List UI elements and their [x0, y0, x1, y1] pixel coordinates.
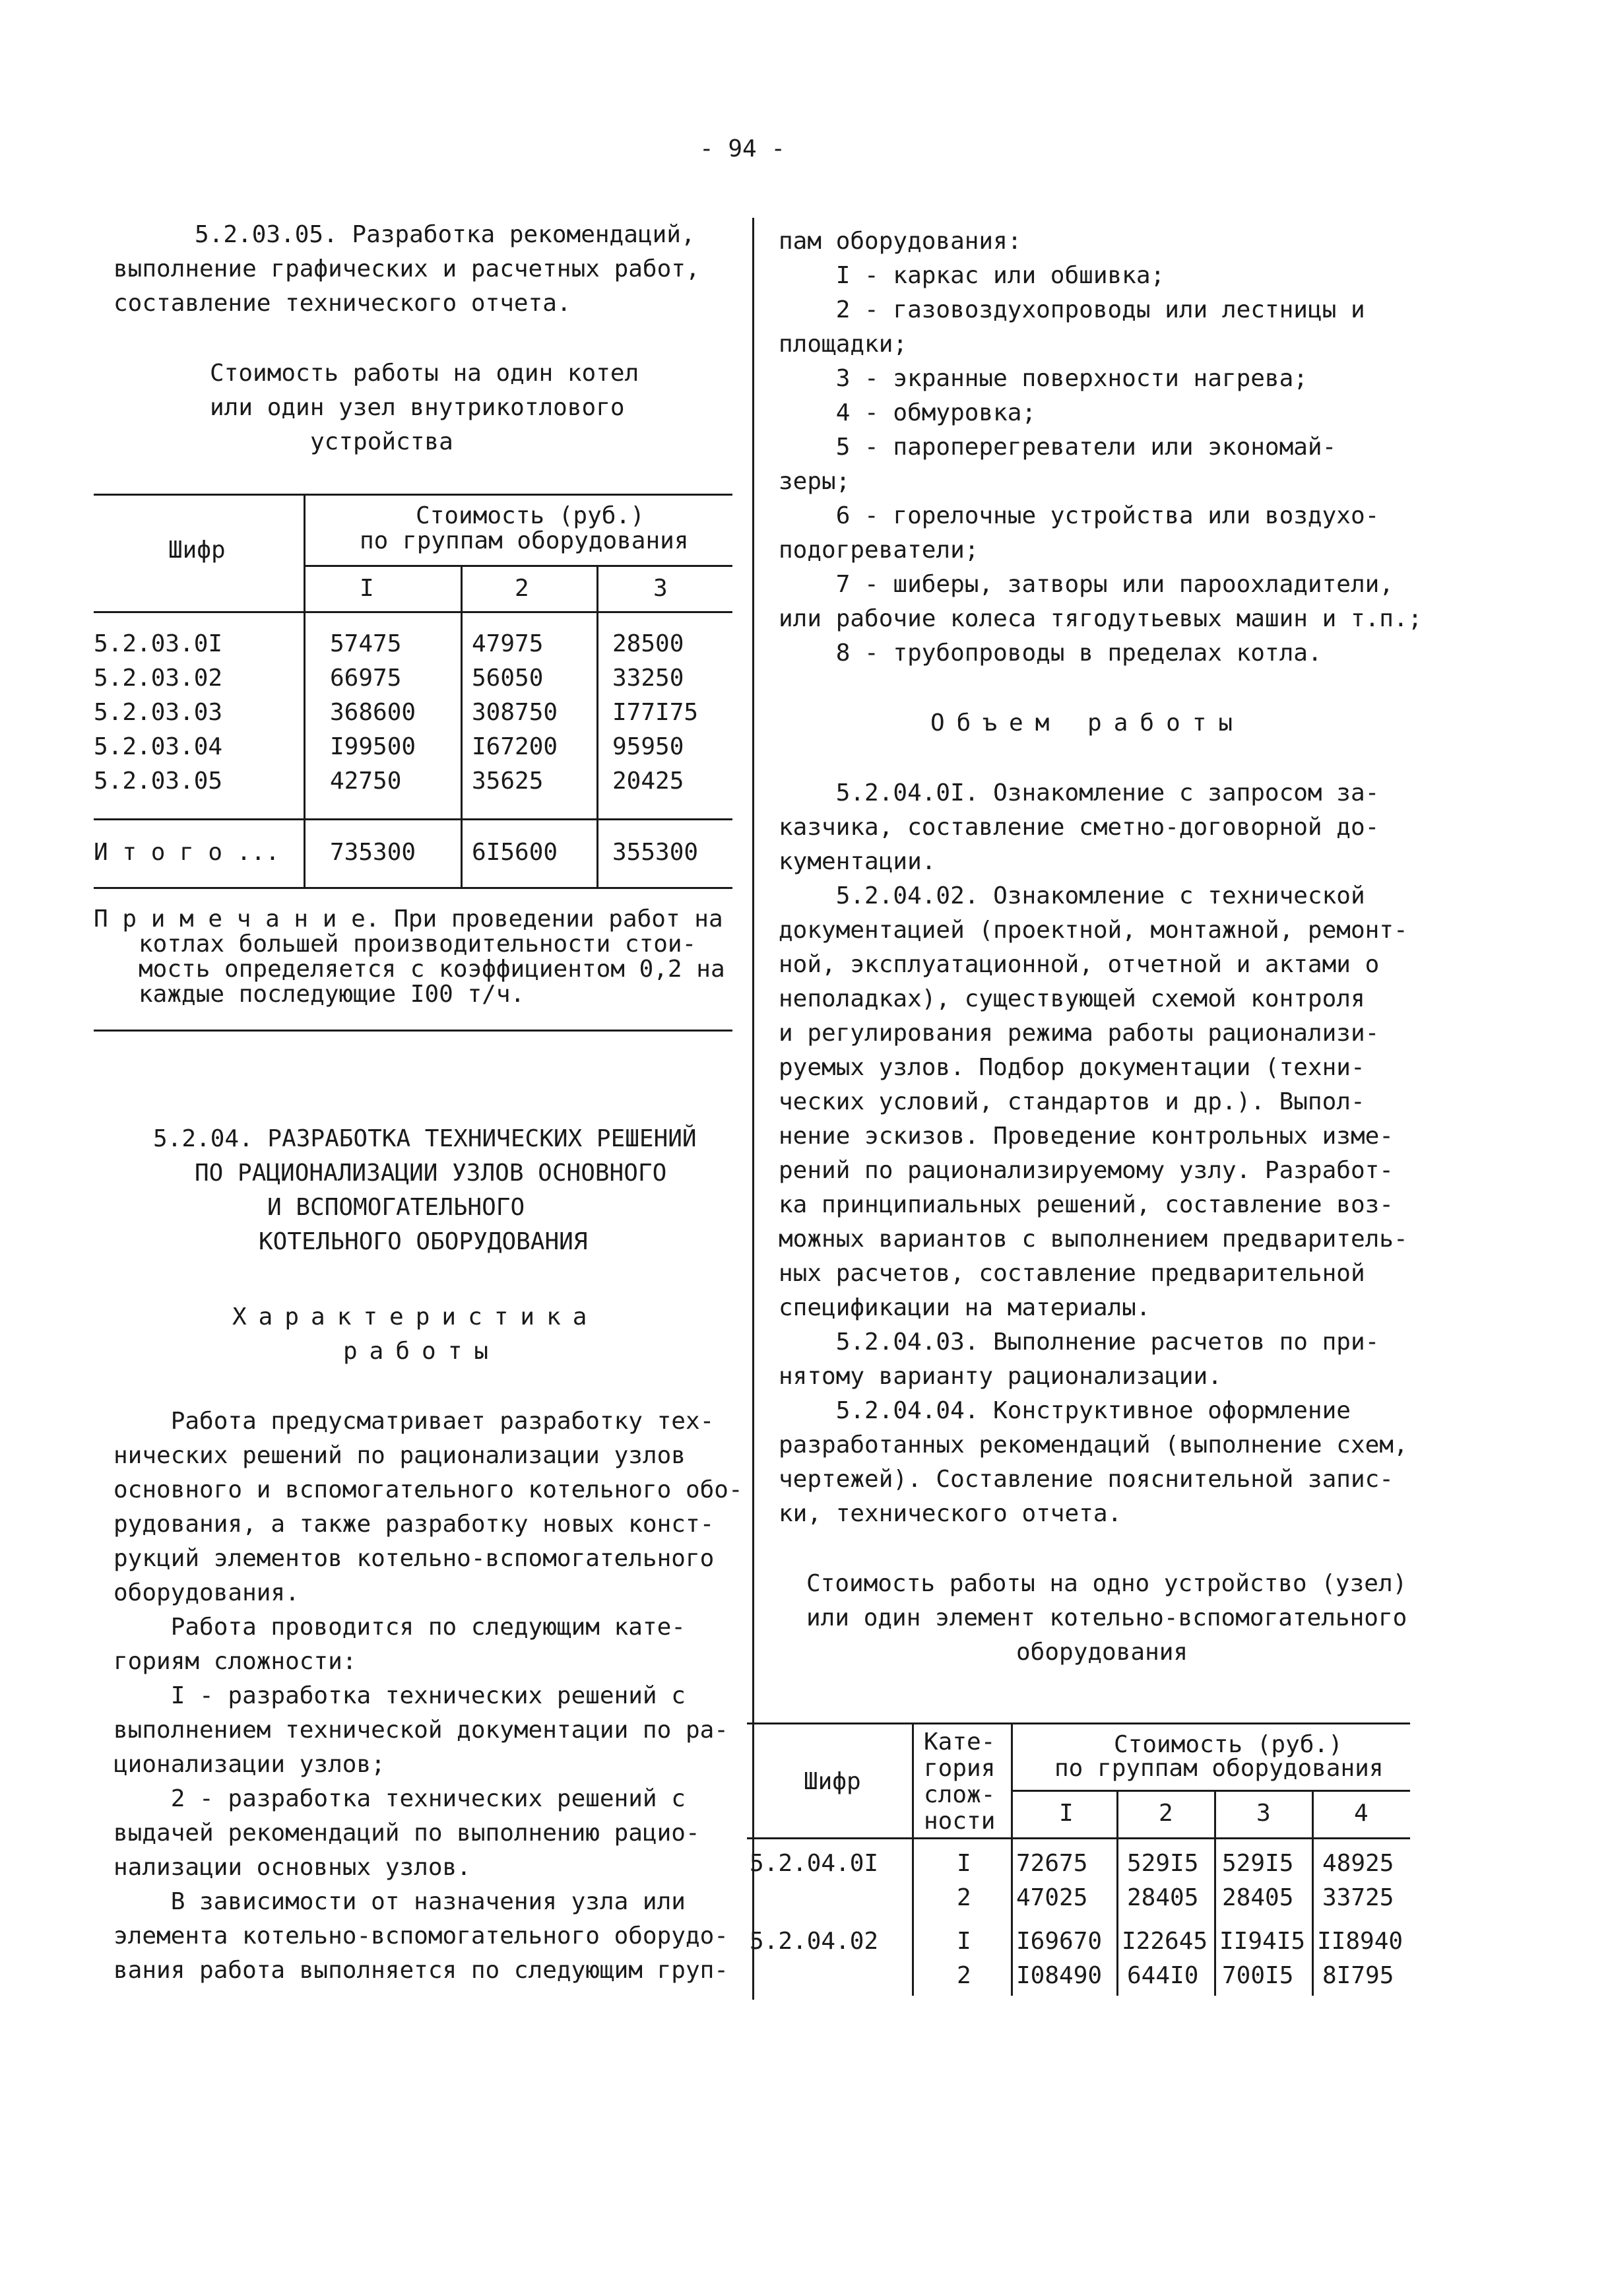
- work-line: 5.2.04.03. Выполнение расчетов по при-: [779, 1328, 1380, 1356]
- table1-cell: 28500: [612, 630, 684, 657]
- table2-row-code: 5.2.04.0I: [750, 1850, 879, 1877]
- table1-cell: 47975: [472, 630, 544, 657]
- body-line: I - разработка технических решений с: [113, 1682, 686, 1709]
- work-line: разработанных рекомендаций (выполнение схем,: [779, 1431, 1408, 1459]
- body-line: В зависимости от назначения узла или: [113, 1888, 686, 1915]
- table2-group-header: I: [1059, 1800, 1074, 1827]
- groups-line: 7 - шиберы, затворы или пароохладители,: [779, 571, 1394, 598]
- table1-row-code: 5.2.03.0I: [94, 630, 223, 657]
- work-line: рений по рационализируемому узлу. Разработ-: [779, 1157, 1394, 1184]
- table1-header-cost: по группам оборудования: [360, 527, 689, 554]
- table1-cell: 20425: [612, 768, 684, 795]
- table1-cell: 308750: [472, 699, 558, 726]
- section-04-title: КОТЕЛЬНОГО ОБОРУДОВАНИЯ: [259, 1228, 588, 1255]
- characteristic-heading: работы: [343, 1338, 501, 1365]
- table1-row-code: 5.2.03.02: [94, 665, 223, 692]
- groups-line: I - каркас или обшивка;: [779, 262, 1165, 289]
- body-line: нализации основных узлов.: [113, 1854, 471, 1881]
- table1-note: каждые последующие I00 т/ч.: [139, 981, 525, 1008]
- table2-cell: I08490: [1016, 1962, 1103, 1989]
- table2-row-category: I: [957, 1928, 971, 1955]
- table1-row-code: 5.2.03.03: [94, 699, 223, 726]
- groups-line: площадки;: [779, 331, 908, 358]
- page-number: - 94 -: [699, 135, 786, 162]
- work-line: и регулирования режима работы рационализи-: [779, 1020, 1380, 1047]
- table2-cell: 28405: [1127, 1884, 1199, 1911]
- work-line: спецификации на материалы.: [779, 1294, 1151, 1321]
- section-04-title: 5.2.04. РАЗРАБОТКА ТЕХНИЧЕСКИХ РЕШЕНИЙ: [153, 1125, 697, 1152]
- table1-caption: Стоимость работы на один котел: [210, 360, 639, 387]
- column-divider: [752, 218, 754, 2000]
- table1-cell: I99500: [330, 733, 416, 760]
- body-line: выдачей рекомендаций по выполнению рацио-: [113, 1820, 700, 1847]
- table2-row-category: 2: [957, 1962, 971, 1989]
- table1-total-cell: 355300: [612, 839, 699, 866]
- work-line: ной, эксплуатационной, отчетной и актами о: [779, 951, 1380, 978]
- table1-cell: 368600: [330, 699, 416, 726]
- table1-cell: I77I75: [612, 699, 699, 726]
- body-line: нических решений по рационализации узлов: [113, 1442, 686, 1469]
- groups-line: 6 - горелочные устройства или воздухо-: [779, 502, 1380, 529]
- body-line: рукций элементов котельно-вспомогательного: [113, 1545, 715, 1572]
- work-line: ка принципиальных решений, составление воз-: [779, 1191, 1394, 1218]
- note-rule: [94, 1030, 732, 1032]
- table1-note: мость определяется с коэффициентом 0,2 на: [139, 956, 725, 983]
- work-line: 5.2.04.0I. Ознакомление с запросом за-: [779, 779, 1380, 806]
- table2-group-header: 2: [1159, 1800, 1173, 1827]
- body-line: основного и вспомогательного котельного обо-: [113, 1476, 743, 1503]
- work-line: нение эскизов. Проведение контрольных изме-: [779, 1123, 1394, 1150]
- table2-cell: 33725: [1322, 1884, 1394, 1911]
- body-line: гориям сложности:: [113, 1648, 357, 1675]
- table1-header-code: Шифр: [168, 537, 226, 564]
- body-line: 2 - разработка технических решений с: [113, 1785, 686, 1812]
- characteristic-heading: Характеристика: [232, 1303, 599, 1330]
- groups-line: зеры;: [779, 468, 851, 495]
- body-line: вания работа выполняется по следующим груп-: [113, 1957, 728, 1984]
- table1-total-cell: 6I5600: [472, 839, 558, 866]
- table2-cell: 28405: [1222, 1884, 1294, 1911]
- section-04-title: И ВСПОМОГАТЕЛЬНОГО: [267, 1194, 525, 1221]
- work-line: 5.2.04.04. Конструктивное оформление: [779, 1397, 1351, 1424]
- table2-caption: оборудования: [1016, 1639, 1188, 1666]
- work-line: нятому варианту рационализации.: [779, 1363, 1222, 1390]
- table1-group-header: I: [360, 575, 374, 602]
- section-05-line: выполнение графических и расчетных работ,: [113, 255, 700, 282]
- section-05-line: составление технического отчета.: [113, 290, 571, 317]
- table1-row-code: 5.2.03.05: [94, 768, 223, 795]
- table2-header-category: слож-: [924, 1781, 996, 1808]
- table2-group-header: 4: [1354, 1800, 1369, 1827]
- groups-line: подогреватели;: [779, 537, 979, 564]
- table1-group-header: 3: [653, 575, 668, 602]
- table1-cell: 42750: [330, 768, 402, 795]
- table1-cell: I67200: [472, 733, 558, 760]
- table2-header-cost: Стоимость (руб.): [1114, 1731, 1343, 1758]
- groups-line: 3 - экранные поверхности нагрева;: [779, 365, 1308, 392]
- volume-heading: Объем работы: [930, 709, 1245, 737]
- body-line: оборудования.: [113, 1579, 300, 1606]
- work-line: неполадках), существующей схемой контроля: [779, 985, 1365, 1012]
- work-line: можных вариантов с выполнением предваритель-: [779, 1226, 1408, 1253]
- work-line: казчика, составление сметно-договорной до-: [779, 814, 1380, 841]
- table2-header-cost: по группам оборудования: [1054, 1755, 1384, 1782]
- groups-line: 4 - обмуровка;: [779, 399, 1037, 426]
- groups-line: или рабочие колеса тягодутьевых машин и т.п.;: [779, 605, 1423, 632]
- table2-cell: 529I5: [1222, 1850, 1294, 1877]
- section-04-title: ПО РАЦИОНАЛИЗАЦИИ УЗЛОВ ОСНОВНОГО: [195, 1160, 667, 1187]
- work-line: ческих условий, стандартов и др.). Выпол-: [779, 1088, 1365, 1115]
- table2-cell: 8I795: [1322, 1962, 1394, 1989]
- body-line: выполнением технической документации по ра-: [113, 1717, 728, 1744]
- work-line: кументации.: [779, 848, 936, 875]
- work-line: документацией (проектной, монтажной, ремонт-: [779, 917, 1408, 944]
- body-line: Работа предусматривает разработку тех-: [113, 1408, 715, 1435]
- groups-line: пам оборудования:: [779, 228, 1022, 255]
- table2-header-category: Кате-: [924, 1728, 996, 1755]
- table2-cell: 644I0: [1127, 1962, 1199, 1989]
- table2-header-code: Шифр: [804, 1768, 861, 1795]
- table2-row-code: 5.2.04.02: [750, 1928, 879, 1955]
- table1-header-cost: Стоимость (руб.): [416, 502, 645, 529]
- table2-row-category: 2: [957, 1884, 971, 1911]
- table1-cell: 57475: [330, 630, 402, 657]
- table2-row-category: I: [957, 1850, 971, 1877]
- table2-cell: 529I5: [1127, 1850, 1199, 1877]
- table2-header-category: ности: [924, 1808, 996, 1835]
- table2-group-header: 3: [1256, 1800, 1271, 1827]
- groups-line: 5 - пароперегреватели или экономай-: [779, 434, 1337, 461]
- table1-note: котлах большей производительности стои-: [139, 931, 697, 958]
- table1-group-header: 2: [515, 575, 529, 602]
- table2-cell: 700I5: [1222, 1962, 1294, 1989]
- table2-cell: I22645: [1122, 1928, 1208, 1955]
- table1-total-cell: 735300: [330, 839, 416, 866]
- body-line: Работа проводится по следующим кате-: [113, 1614, 686, 1641]
- table2-cell: I69670: [1016, 1928, 1103, 1955]
- table1-cell: 66975: [330, 665, 402, 692]
- table2-cell: 48925: [1322, 1850, 1394, 1877]
- table1-note: П р и м е ч а н и е. При проведении работ на: [94, 905, 723, 933]
- table2-header-category: гория: [924, 1755, 996, 1782]
- table1-cell: 35625: [472, 768, 544, 795]
- table2-cell: II94I5: [1219, 1928, 1306, 1955]
- table2-cell: 72675: [1016, 1850, 1088, 1877]
- groups-line: 2 - газовоздухопроводы или лестницы и: [779, 296, 1365, 323]
- table2-caption: или один элемент котельно-вспомогательного: [806, 1604, 1407, 1631]
- table1-cell: 56050: [472, 665, 544, 692]
- groups-line: 8 - трубопроводы в пределах котла.: [779, 640, 1322, 667]
- table1-row-code: 5.2.03.04: [94, 733, 223, 760]
- work-line: ки, технического отчета.: [779, 1500, 1122, 1527]
- body-line: элемента котельно-вспомогательного оборудо-: [113, 1922, 728, 1950]
- work-line: ных расчетов, составление предварительной: [779, 1260, 1365, 1287]
- body-line: рудования, а также разработку новых конст-: [113, 1511, 715, 1538]
- table1-cell: 33250: [612, 665, 684, 692]
- work-line: 5.2.04.02. Ознакомление с технической: [779, 882, 1365, 909]
- table2-cell: II8940: [1317, 1928, 1403, 1955]
- body-line: ционализации узлов;: [113, 1751, 385, 1778]
- work-line: чертежей). Составление пояснительной запис-: [779, 1466, 1394, 1493]
- table2-caption: Стоимость работы на одно устройство (узел): [806, 1570, 1407, 1597]
- table1-cell: 95950: [612, 733, 684, 760]
- table1-caption: устройства: [310, 428, 453, 455]
- work-line: руемых узлов. Подбор документации (техни-: [779, 1054, 1365, 1081]
- table2-cell: 47025: [1016, 1884, 1088, 1911]
- section-05-line: 5.2.03.05. Разработка рекомендаций,: [195, 221, 695, 248]
- table1-total-label: И т о г о ...: [94, 839, 280, 866]
- table1-caption: или один узел внутрикотлового: [210, 394, 625, 421]
